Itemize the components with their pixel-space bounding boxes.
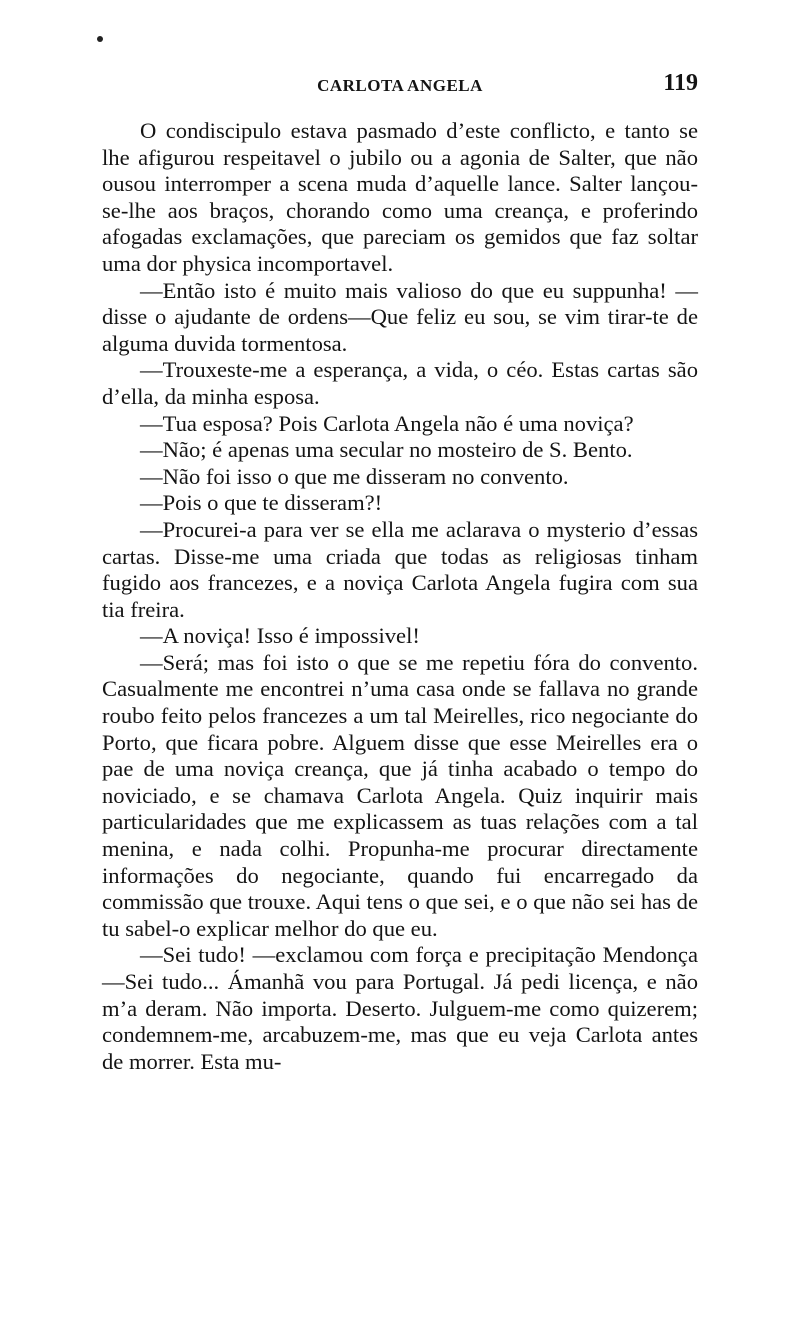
paragraph: —Não; é apenas uma secular no mosteiro de S. Bento.	[140, 437, 633, 463]
running-title: CARLOTA ANGELA	[317, 76, 483, 95]
paragraph: —Será; mas foi isto o que se me repetiu fóra do convento. Casualmente me encontrei n’uma casa onde se fallava no grande roubo feito pelos francezes a um tal Meirelles, rico negociante do Porto, que ficara pobre. Alguem disse que esse Meirelles era o pae de uma noviça creança, que já tinha acabado o tempo do noviciado, e se chamava Carlota Angela. Quiz inquirir mais particularidades que me explicassem as tuas relações com a tal menina, e nada colhi. Propunha-me procurar directamente informações do negociante, quando fui encarregado da commissão que trouxe. Aqui tens o que sei, e o que não sei has de tu sabel-o explicar melhor do que eu.	[102, 649, 698, 941]
body-text	[102, 118, 698, 1075]
paragraph: O condiscipulo estava pasmado d’este conflicto, e tanto se lhe afigurou respeitavel o jubilo ou a agonia de Salter, que não ousou interromper a scena muda d’aquelle lance. Salter lançou-se-lhe aos braços, chorando como uma creança, e proferindo afogadas exclamações, que pareciam os gemidos que faz soltar uma dor physica incomportavel.	[102, 118, 698, 276]
paragraph: —Tua esposa? Pois Carlota Angela não é uma noviça?	[140, 410, 634, 436]
page-number: 119	[663, 70, 698, 96]
ink-speck	[97, 36, 103, 42]
page-header	[100, 70, 700, 106]
paragraph: —Procurei-a para ver se ella me aclarava o mysterio d’essas cartas. Disse-me uma criada que todas as religiosas tinham fugido aos francezes, e a noviça Carlota Angela fugira com sua tia freira.	[102, 516, 698, 622]
paragraph: —Não foi isso o que me disseram no convento.	[140, 463, 569, 489]
paragraph: —Pois o que te disseram?!	[140, 490, 383, 516]
paragraph: —A noviça! Isso é impossivel!	[140, 623, 420, 649]
paragraph: —Então isto é muito mais valioso do que eu suppunha! —disse o ajudante de ordens—Que feliz eu sou, se vim tirar-te de alguma duvida tormentosa.	[102, 277, 698, 356]
paragraph: —Sei tudo! —exclamou com força e precipitação Mendonça—Sei tudo... Ámanhã vou para Portugal. Já pedi licença, e não m’a deram. Não importa. Deserto. Julguem-me como quizerem; condemnem-me, arcabuzem-me, mas que eu veja Carlota antes de morrer. Esta mu-	[102, 942, 698, 1074]
paragraph: —Trouxeste-me a esperança, a vida, o céo. Estas cartas são d’ella, da minha esposa.	[102, 357, 698, 409]
